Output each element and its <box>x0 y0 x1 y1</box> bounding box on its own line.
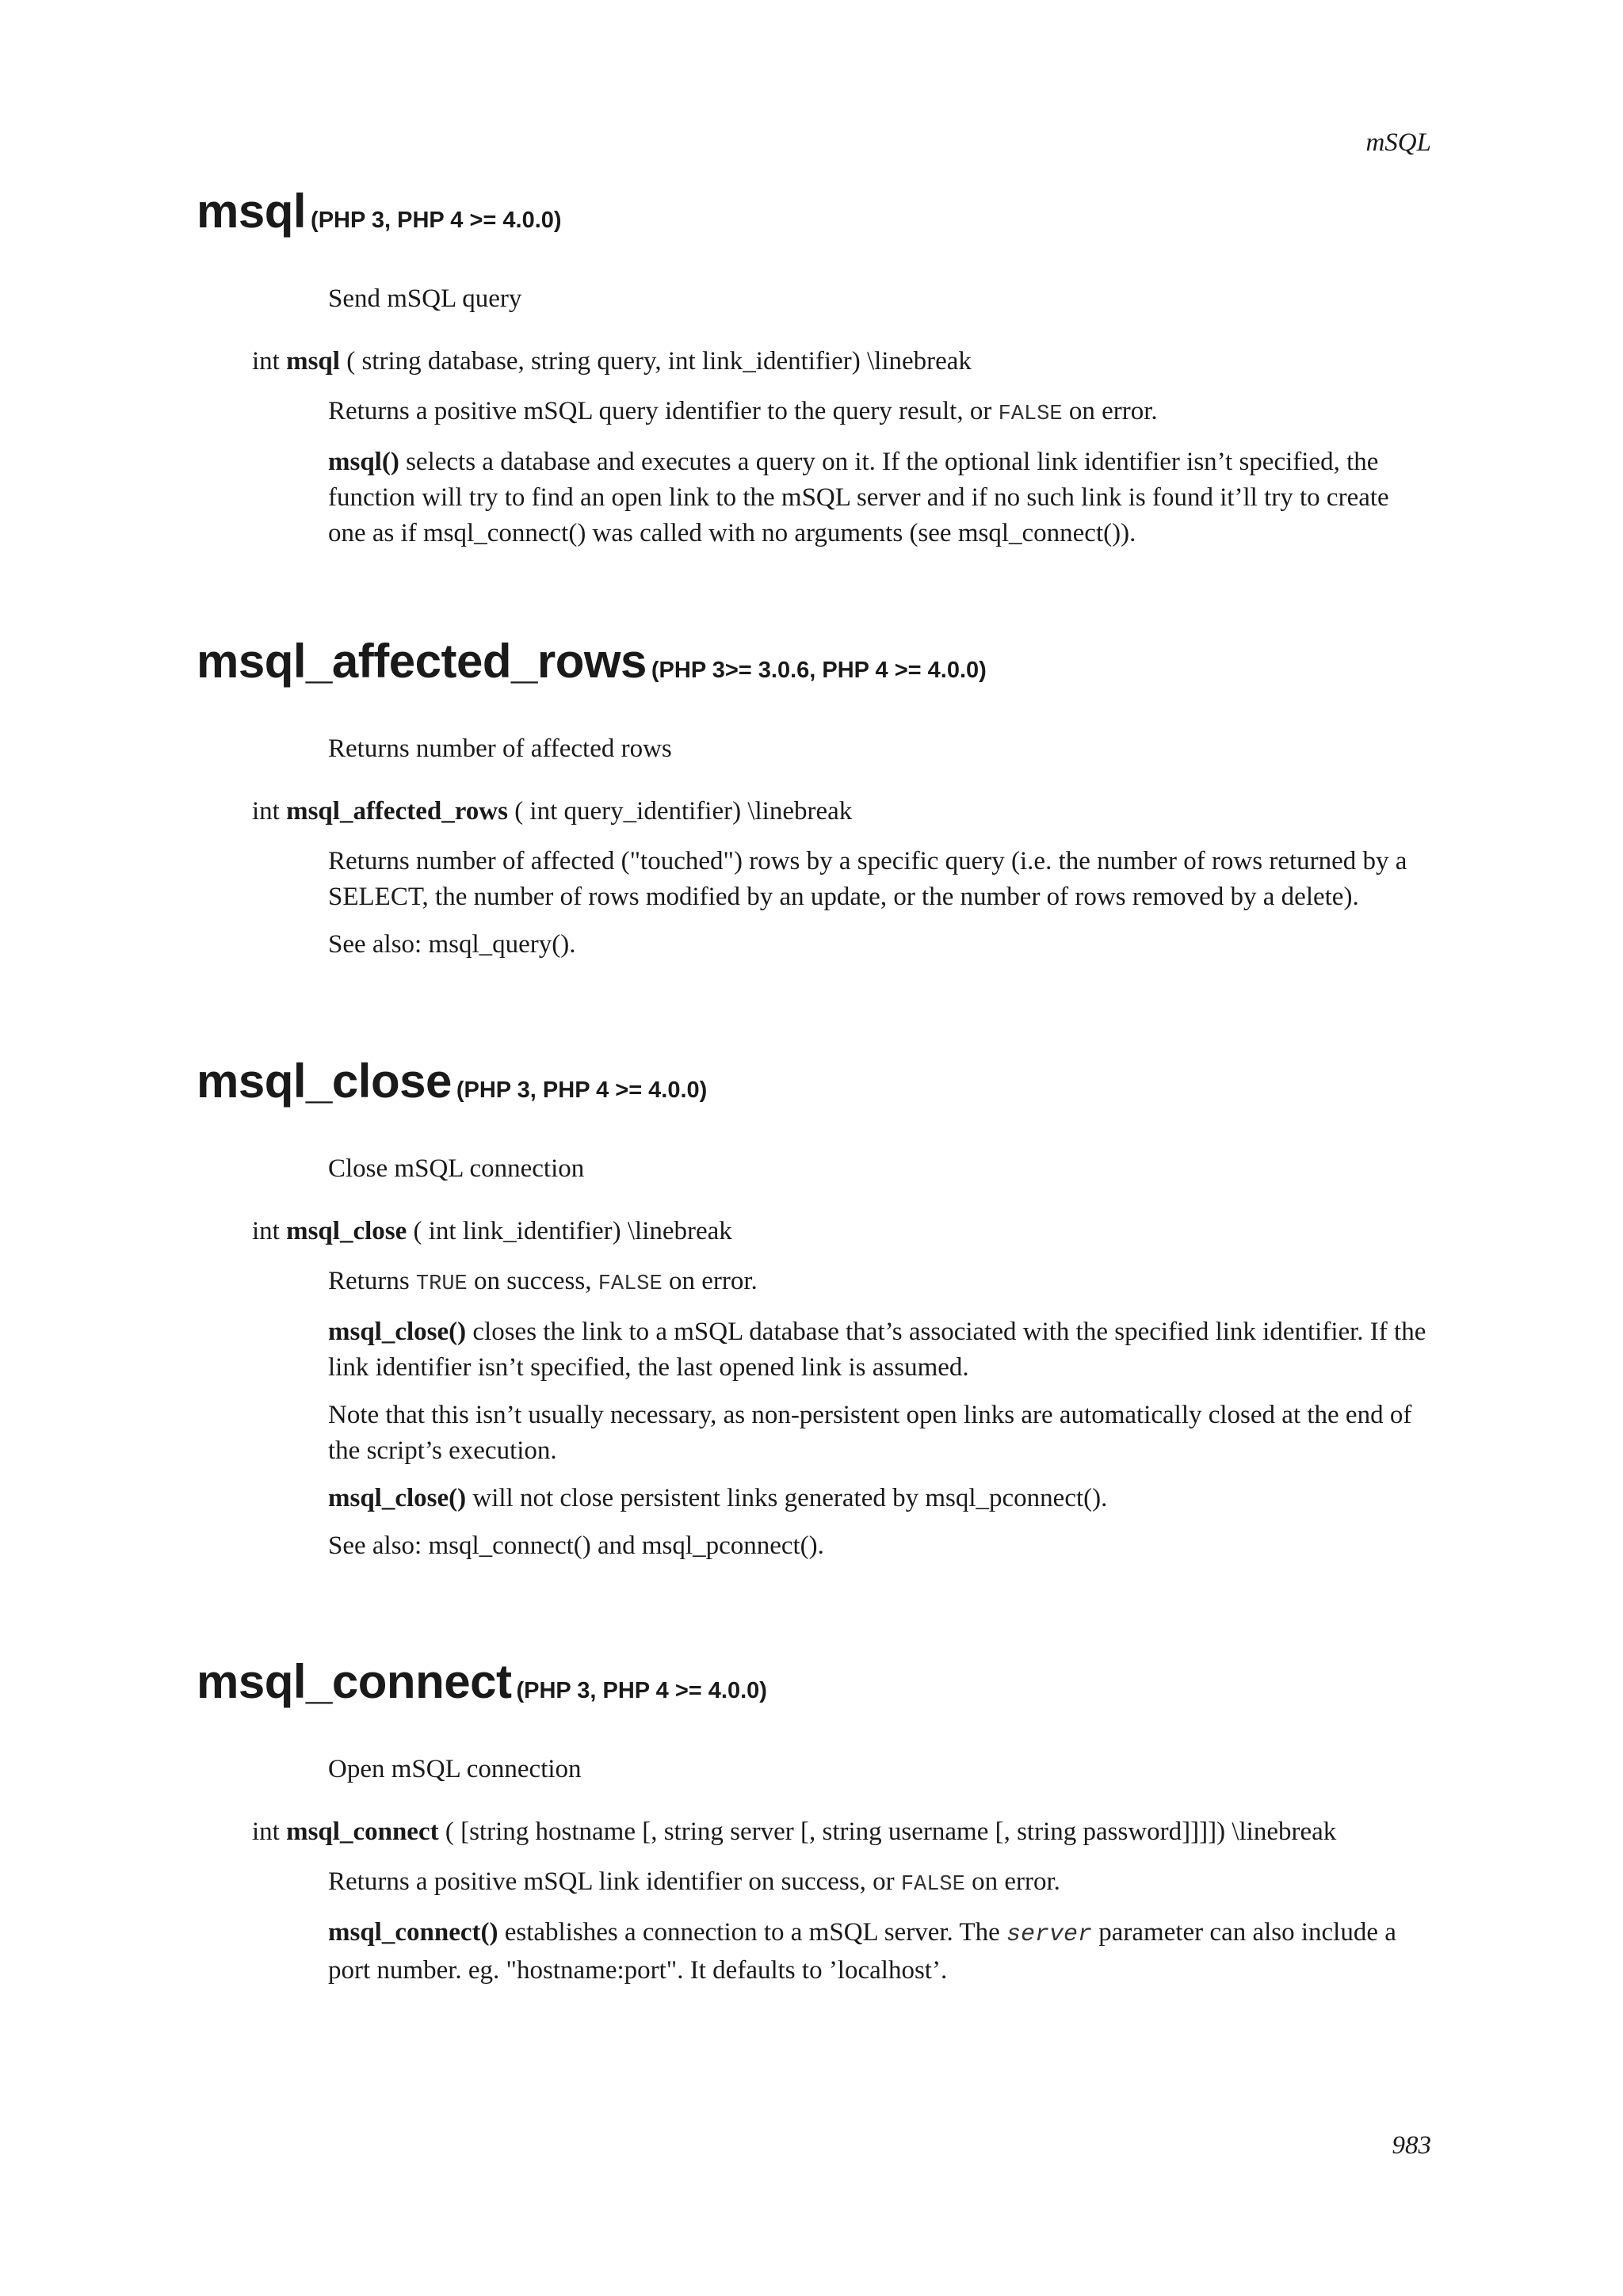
function-entry-msql-affected-rows <box>197 634 1433 963</box>
function-purpose: Returns number of affected rows <box>328 734 672 763</box>
function-entry-msql <box>197 184 1433 551</box>
return-type: int <box>252 1817 287 1846</box>
function-purpose: Send mSQL query <box>328 284 522 313</box>
synopsis-function-name: msql_affected_rows <box>286 797 508 826</box>
constant-false: FALSE <box>598 1272 663 1296</box>
description-paragraph: msql_connect() establishes a connection to a mSQL server. The server parameter can also include a port number. eg. "hostname:port". It defaults to ’localhost’. <box>328 1918 1396 1985</box>
function-heading <box>197 1054 1433 1108</box>
description-paragraph: msql_close() closes the link to a mSQL database that’s associated with the specified link identifier. If the link identifier isn’t specified, the last opened link is assumed. <box>328 1318 1426 1382</box>
description-paragraph: Returns number of affected ("touched") rows by a specific query (i.e. the number of rows returned by a SELECT, the number of rows modified by an update, or the number of rows removed by a delete). <box>328 847 1407 911</box>
function-synopsis <box>252 797 1433 826</box>
return-description: Returns TRUE on success, FALSE on error. <box>328 1267 758 1296</box>
synopsis-arguments: ( [string hostname [, string server [, string username [, string password]]]]) \linebreak <box>438 1817 1337 1846</box>
note-paragraph: Note that this isn’t usually necessary, as non-persistent open links are automatically closed at the end of the script’s execution. <box>328 1401 1412 1465</box>
function-reference: msql() <box>328 448 399 476</box>
function-synopsis <box>252 1817 1433 1847</box>
version-info: (PHP 3>= 3.0.6, PHP 4 >= 4.0.0) <box>651 658 987 683</box>
description-paragraph: msql() selects a database and executes a query on it. If the optional link identifier isn’t specified, the function will try to find an open link to the mSQL server and if no such link is found it’ll try to create one as if msql_connect() was called with no arguments (see msql_connect()). <box>328 448 1389 547</box>
function-name: msql_connect <box>197 1655 512 1708</box>
return-description: Returns a positive mSQL query identifier to the query result, or FALSE on error. <box>328 397 1158 426</box>
running-header: mSQL <box>1365 128 1431 157</box>
return-type: int <box>252 1217 287 1245</box>
persistent-links-note: msql_close() will not close persistent links generated by msql_pconnect(). <box>328 1484 1108 1512</box>
synopsis-function-name: msql <box>286 347 340 376</box>
version-info: (PHP 3, PHP 4 >= 4.0.0) <box>516 1678 767 1703</box>
synopsis-function-name: msql_close <box>286 1217 407 1245</box>
page-number: 983 <box>1392 2131 1431 2160</box>
synopsis-arguments: ( int query_identifier) \linebreak <box>507 797 853 826</box>
parameter-server: server <box>1006 1921 1093 1948</box>
synopsis-arguments: ( string database, string query, int link_identifier) \linebreak <box>339 347 972 376</box>
function-purpose: Open mSQL connection <box>328 1755 582 1783</box>
function-entry-msql-connect <box>197 1654 1433 1989</box>
see-also: See also: msql_query(). <box>328 930 576 959</box>
function-reference: msql_close() <box>328 1318 467 1346</box>
constant-false: FALSE <box>900 1873 965 1897</box>
return-description: Returns a positive mSQL link identifier on success, or FALSE on error. <box>328 1867 1060 1897</box>
function-heading <box>197 184 1433 238</box>
function-name: msql_close <box>197 1055 452 1108</box>
synopsis-arguments: ( int link_identifier) \linebreak <box>407 1217 732 1245</box>
function-entry-msql-close <box>197 1054 1433 1564</box>
function-reference: msql_close() <box>328 1484 467 1512</box>
function-synopsis <box>252 347 1433 376</box>
return-type: int <box>252 797 287 826</box>
function-synopsis <box>252 1217 1433 1246</box>
constant-true: TRUE <box>415 1272 468 1296</box>
function-reference: msql_connect() <box>328 1918 498 1947</box>
function-name: msql <box>197 185 307 238</box>
function-heading <box>197 1654 1433 1709</box>
version-info: (PHP 3, PHP 4 >= 4.0.0) <box>311 208 562 233</box>
synopsis-function-name: msql_connect <box>286 1817 439 1846</box>
version-info: (PHP 3, PHP 4 >= 4.0.0) <box>456 1077 708 1103</box>
function-heading <box>197 634 1433 688</box>
see-also: See also: msql_connect() and msql_pconnect(). <box>328 1531 824 1560</box>
function-purpose: Close mSQL connection <box>328 1154 585 1183</box>
constant-false: FALSE <box>998 402 1063 426</box>
function-name: msql_affected_rows <box>197 635 647 688</box>
return-type: int <box>252 347 287 376</box>
